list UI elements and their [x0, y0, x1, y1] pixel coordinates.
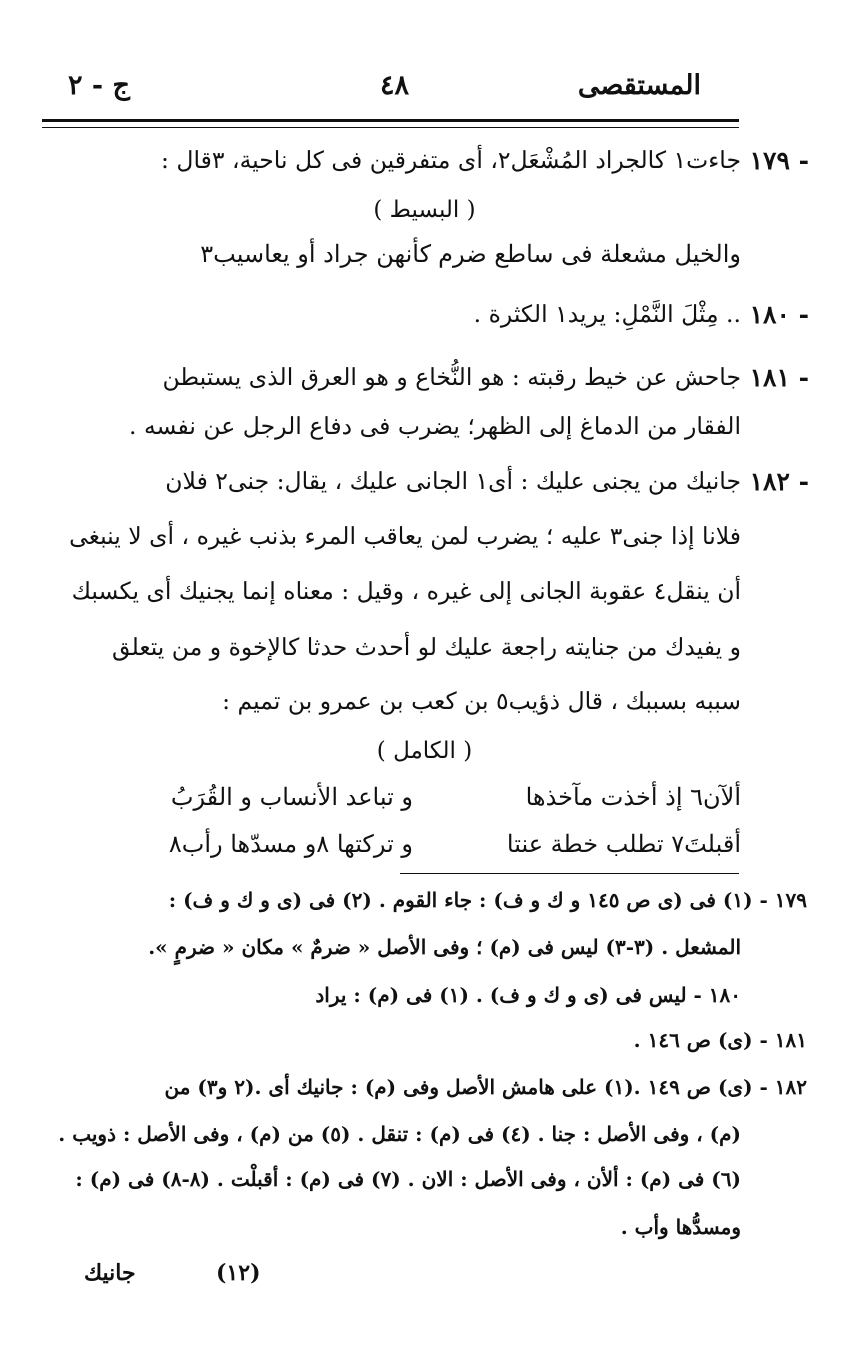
verse-hemistich: كأنهن جراد أو يعاسيب٣	[200, 240, 431, 268]
entry-number: ١٨١ -	[749, 363, 809, 392]
entry-number: ١٧٩ -	[749, 146, 809, 175]
footnote-line: المشعل . (٣-٣) ليس فى (م) ؛ وفى الأصل « ضرمٌ » مكان « ضرمٍ ».	[148, 935, 741, 959]
entry-line: جانيك من يجنى عليك : أى١ الجانى عليك ، يقال: جنى٢ فلان	[165, 467, 741, 495]
entry-number: ١٨٠ -	[749, 300, 809, 329]
verse-hemistich: أقبلتَ٧ تطلب خطة عنتا	[506, 830, 741, 858]
book-title: المستقصى	[577, 70, 701, 101]
footnote-line: ١٨٠ - ليس فى (ى و ك و ف) . (١) فى (م) : يراد	[315, 983, 741, 1007]
footnote-line: (٦) فى (م) : ألأن ، وفى الأصل : الان . (٧) فى (م) : أقبلْت . (٨-٨) فى (م) :	[75, 1167, 741, 1191]
meter-label: ( الكامل )	[376, 738, 473, 764]
entry-line: أن ينقل٤ عقوبة الجانى إلى غيره ، وقيل : معناه إنما يجنيك أى يكسبك	[71, 577, 741, 605]
header-rule-thick	[42, 119, 739, 122]
entry-line: و يفيدك من جنايته راجعة عليك لو أحدث حدثا كالإخوة و من يتعلق	[111, 633, 741, 661]
signature-mark: (١٢)	[216, 1260, 261, 1286]
verse-hemistich: و تركتها ٨و مسدّها رأب٨	[168, 830, 413, 858]
page-number: ٤٨	[380, 70, 410, 101]
footnote-line: ١٧٩ - (١) فى (ى ص ١٤٥ و ك و ف) : جاء القوم . (٢) فى (ى و ك و ف) :	[168, 888, 807, 912]
entry-line: جاءت١ كالجراد المُشْعَل٢، أى متفرقين فى كل ناحية، ٣قال :	[161, 146, 741, 174]
verse-hemistich: والخيل مشعلة فى ساطع ضرم	[438, 240, 741, 268]
entry-line: الفقار من الدماغ إلى الظهر؛ يضرب فى دفاع الرجل عن نفسه .	[129, 412, 741, 440]
meter-label: ( البسيط )	[373, 197, 476, 223]
verse-hemistich: و تباعد الأنساب و القُرَبُ	[170, 783, 413, 811]
entry-line: سببه بسببك ، قال ذؤيب٥ بن كعب بن عمرو بن تميم :	[222, 687, 741, 715]
entry-number: ١٨٢ -	[749, 467, 809, 496]
entry-line: فلانا إذا جنى٣ عليه ؛ يضرب لمن يعاقب المرء بذنب غيره ، أى لا ينبغى	[69, 522, 741, 550]
verse-hemistich: ألآن٦ إذ أخذت مآخذها	[525, 783, 741, 811]
footnote-line: ١٨٢ - (ى) ص ١٤٩ .(١) على هامش الأصل وفى (م) : جانيك أى .(٢ و٣) من	[164, 1075, 807, 1099]
entry-line: .. مِثْلَ النَّمْلِ: يريد١ الكثرة .	[473, 300, 741, 328]
entry-line: جاحش عن خيط رقبته : هو النُّخاع و هو العرق الذى يستبطن	[162, 363, 741, 391]
footnote-line: ١٨١ - (ى) ص ١٤٦ .	[633, 1028, 807, 1052]
footnote-rule	[400, 873, 739, 874]
footnote-line: ومسدُّها وأب .	[620, 1215, 741, 1239]
catchword: جانيك	[84, 1260, 136, 1286]
header-rule-thin	[42, 127, 739, 128]
footnote-line: (م) ، وفى الأصل : جنا . (٤) فى (م) : تنقل . (٥) من (م) ، وفى الأصل : ذويب .	[58, 1122, 741, 1146]
volume-label: ج - ٢	[68, 70, 130, 101]
